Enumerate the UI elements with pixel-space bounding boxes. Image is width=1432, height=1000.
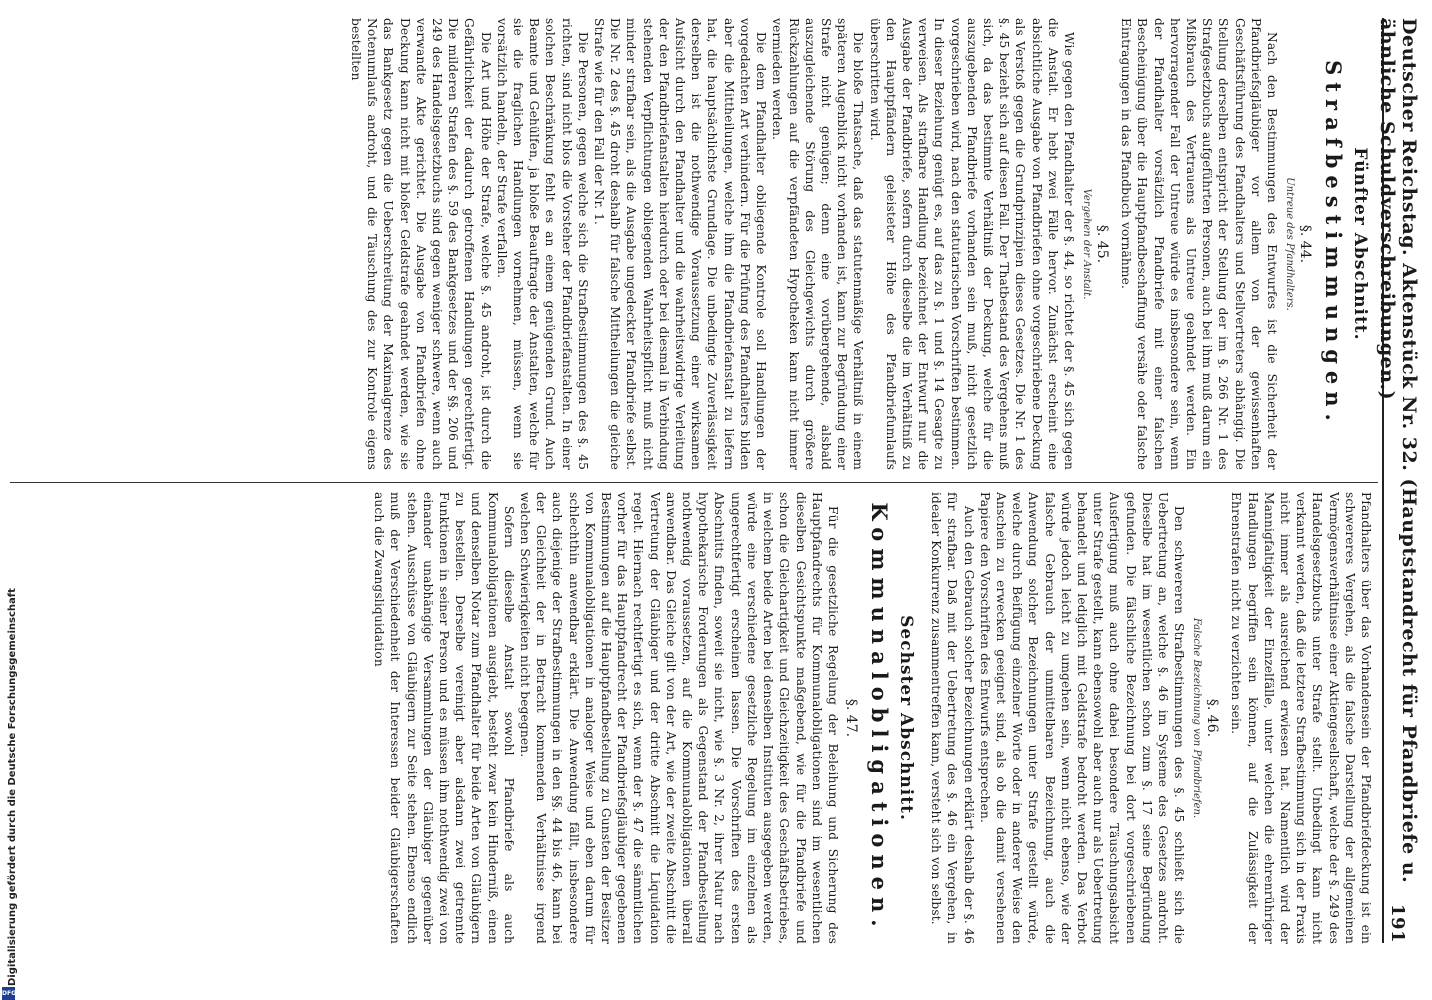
section-label: Sechster Abschnitt.: [895, 615, 916, 821]
body-text: Pfandhalters über das Vorhandensein der Pfandbriefdeckung ist ein schwereres Vergehen, als die falsche Darstellung der allgemeinen Vermögensverhältnisse einer Aktiengesellschaft, welche der §. 249 des Handelsgesetzbuchs unter Strafe stellt. Unbedingt kann nicht verkannt werden, daß die letztere Strafbestimmung sich in der Praxis nicht immer als ausreichend erwiesen hat. Namentlich wird der Mannigfaltigkeit der Einzelfälle, unter welchen die ehrenrühriger Handlungen begriffen sein können, auf die Zulässigkeit der Ehrenstrafen nicht zu verzichten sein.: [1229, 492, 1373, 944]
body-text: Auch den Gebrauch solcher Bezeichnungen erklärt deshalb der §. 46 für strafbar. Daß mit der Uebertretung des §. 46 ein Vergehen, in idealer Konkurrenz zusammentreffen kann, versteht sich von selbst.: [929, 492, 976, 944]
paragraph-subtitle: Untreue des Pfandhalters.: [1284, 177, 1295, 311]
section-title: Kommunalobligationen.: [866, 502, 892, 934]
right-column: [14, 492, 1374, 944]
section-label: Fünfter Abschnitt.: [1350, 147, 1370, 341]
page-header: [1376, 18, 1420, 943]
document-page: [7, 12, 1420, 952]
paragraph-subtitle: Vergehen der Anstalt.: [1080, 188, 1092, 300]
paragraph-number: §. 45.: [1093, 224, 1110, 264]
body-text: Nach den Bestimmungen des Entwurfes ist die Sicherheit der Pfandbriefsgläubiger vor allem von der gewissenhaften Geschäftsführung des Pfandhalters und Stellvertreters abhängig. Die Stellung derselben entspricht der Stellung der im §. 266 Nr. 1 des Strafgesetzbuchs aufgeführten Personen, auch bei ihm muß darum ein Mißbrauch des Vertrauens als Untreue geahndet werden. Ein hervorragender Fall der Untreue würde es insbesondere sein, wenn der Pfandhalter vorsätzlich Pfandbriefe mit einer falschen Bescheinigung über die Hauptpfandbeschaffung versähe oder falsche Eintragungen in das Pfandbuch vornähme.: [1119, 18, 1279, 470]
left-column: [14, 18, 1374, 470]
paragraph-number: §. 46.: [1204, 698, 1221, 738]
body-text: Sofern dieselbe Anstalt sowohl Pfandbriefe als auch Kommunalobligationen ausgiebt, besteht zwar kein Hinderniß, einen und denselben Notar zum Pfandhalter für beide Arten von Gläubigern zu bestellen. Derselbe vereinigt aber alsdann zwei getrennte Funktionen in seiner Person und es müssen ihm nothwendig zwei von einander unabhängige Versammlungen der Gläubiger gegenüber stehen. Ausschüsse von Gläubigern zur Seite stehen. Ebenso endlich muß der Verschiedenheit der Interessen beider Gläubigerschaften auch die Zwangsliquidation: [372, 492, 516, 944]
paragraph-number: §. 47.: [842, 698, 859, 738]
body-text: Die Art und Höhe der Strafe, welche §. 45 androht, ist durch die Gefährlichkeit der dadurch getroffenen Handlungen gerechtfertigt. Die milderen Strafen des §. 59 des Bankgesetzes und der §§. 206 und 249 des Handelsgesetzbuchs sind gegen weniger schwere, wenn auch verwandte Akte gerichtet. Die Ausgabe von Pfandbriefen ohne Deckung kann nicht mit bloßer Geldstrafe geahndet werden, wie sie das Bankgesetz gegen die Ueberschreitung der Maximalgrenze des Notenumlaufs androht, und die Täuschung des zur Kontrole eigens bestellten: [349, 18, 493, 470]
digitization-credit: [2, 0, 18, 986]
body-text: Für die gesetzliche Regelung der Beleihung und Sicherung des Hauptpfandrechts für Kommunalobligationen sind im wesentlichen dieselben Gesichtspunkte maßgebend, wie für die Pfandbriefe und schon die Gleichartigkeit und Gleichzeitigkeit des Geschäftsbetriebes, in welchem beide Arten bei denselben Instituten ausgegeben werden, würde eine verschiedene gesetzliche Regelung im einzelnen als ungerechtfertigt erscheinen lassen. Die Vorschriften des ersten Abschnitts finden, soweit sie nicht, wie §. 3 Nr. 2, ihrer Natur nach hypothekarische Forderungen als Gegenstand der Pfandbestellung nothwendig voraussetzen, auf die Kommunalobligationen überall anwendbar. Das Gleiche gilt von der Art, wie der zweite Abschnitt die Vertretung der Gläubiger und der dritte Abschnitt die Liquidation regelt. Hiernach rechtfertigt es sich, wenn der §. 47 die sämmtlichen vorher für das Hauptpfandrecht der Pfandbriefsgläubiger gegebenen Bestimmungen auf die Hauptpfandbestellung zu Gunsten der Besitzer von Kommunalobligationen in analoger Weise und eben darum für schlechthin anwendbar erklärt. Die Anwendung fällt, insbesondere auch diejenige der Strafbestimmungen in den §§. 44 bis 46, kann bei der Gleichheit der in Betracht kommenden Verhältnisse irgend welchen Schwierigkeiten nicht begegnen.: [518, 492, 840, 944]
body-text: Den schwereren Strafbestimmungen des §. 45 schließt sich die Uebertretung an, welche §. 46 im Systeme des Gesetzes androht. Dieselbe hat im wesentlichen schon zum §. 17 seine Begründung gefunden. Die fälschliche Bezeichnung bei dort vorgeschriebenen Ausfertigung muß auch ohne dabei besondere Täuschungsabsicht unter Strafe gestellt, kann ebensowohl aber auch nur als Uebertretung behandelt und lediglich mit Geldstrafe bedroht werden. Das Verbot würde jedoch leicht zu umgehen sein, wenn nicht ebenso, wie der falsche Gebrauch der unmittelbaren Bezeichnung, auch die Anwendung solcher Bezeichnungen unter Strafe gestellt würde, welche durch Beifügung einzelner Worte oder in anderer Weise den Anschein zu erwecken geeignet sind, als ob die damit versehenen Papiere den Vorschriften des Entwurfs entsprechen.: [977, 492, 1187, 944]
dfg-logo-icon: DFG: [2, 987, 15, 1000]
body-text: Die dem Pfandhalter obliegende Kontrole soll Handlungen der vorgedachten Art verhindern. Für die Prüfung des Pfandhalters bilden aber die Mittheilungen, welche ihm die Pfandbriefanstalt zu liefern hat, die hauptsächlichste Grundlage. Die unbedingte Zuverlässigkeit derselben ist die nothwendige Voraussetzung einer wirksamen Aufsicht durch den Pfandhalter und die wahrheitswidrige Verleitung der den Pfandbriefanstalten hierdurch oder bei diesmal in Verbindung stehenden Verpflichtungen obliegenden Wahrheitspflicht muß nicht minder strafbar sein, als die Ausgabe ungedeckter Pfandbriefe selbst. Die Nr. 2 des §. 45 droht deshalb für falsche Mittheilungen die gleiche Strafe wie für den Fall der Nr. 1.: [592, 18, 769, 470]
page-number: 191: [1387, 903, 1409, 943]
credit-text: Digitalisierung gefördert durch die Deutsche Forschungsgemeinschaft: [7, 588, 18, 986]
body-text: Die bloße Thatsache, daß das statutenmäßige Verhältniß in einem späteren Augenblick nicht vorhanden ist, kann zur Begründung einer Strafe nicht genügen; denn eine vorübergehende, alsbald auszugleichende Störung des Gleichgewichts durch größere Rückzahlungen auf die verpfändeten Hypotheken kann nicht immer vermieden werden.: [770, 18, 866, 470]
paragraph-subtitle: Falsche Bezeichnung von Pfandbriefen.: [1191, 617, 1203, 819]
column-divider: [10, 482, 1378, 483]
header-title: Deutscher Reichstag. Aktenstück Nr. 32. (Hauptstandrecht für Pfandbriefe u. ähnliche Schuldverschreibungen.): [1376, 18, 1420, 884]
paragraph-number: §. 44.: [1297, 224, 1313, 264]
body-text: Wie gegen den Pfandhalter der §. 44, so richtet der §. 45 sich gegen die Anstalt. Er hebt zwei Fälle hervor. Zunächst erscheint eine absichtliche Ausgabe von Pfandbriefen ohne vorgeschriebene Deckung als Verstoß gegen die Grundprinzipien dieses Gesetzes. Die Nr. 1 des §. 45 bezieht sich auf diesen Fall. Der Thatbestand des Vergehens muß sich, da das bestimmte Verhältniß der Deckung, welche für die auszugebenden Pfandbriefe vorhanden sein muß, nicht gesetzlich vorgeschrieben wird, nach den statutarischen Vorschriften bestimmen. In dieser Beziehung genügt es, auf das zu §. 1 und §. 14 Gesagte zu verweisen. Als strafbare Handlung bezeichnet der Entwurf nur die Ausgabe der Pfandbriefe, sofern durch dieselbe die im Verhältniß zu den Hauptpfändern geleisteter Höhe des Pfandbriefumlaufs überschritten wird.: [867, 18, 1076, 470]
section-title: Strafbestimmungen.: [1321, 60, 1346, 428]
body-text: Die Personen, gegen welche sich die Strafbestimmungen des §. 45 richten, sind nicht blos die Vorsteher der Pfandbriefanstalten. In einer solchen Beschränkung fehlt es an einem genügenden Grund. Auch Beamte und Gehülfen, ja bloße Beauftragte der Anstalten, welche für sie die fraglichen Handlungen vornehmen, müssen, wenn sie vorsätzlich handeln, der Strafe verfallen.: [494, 18, 590, 470]
